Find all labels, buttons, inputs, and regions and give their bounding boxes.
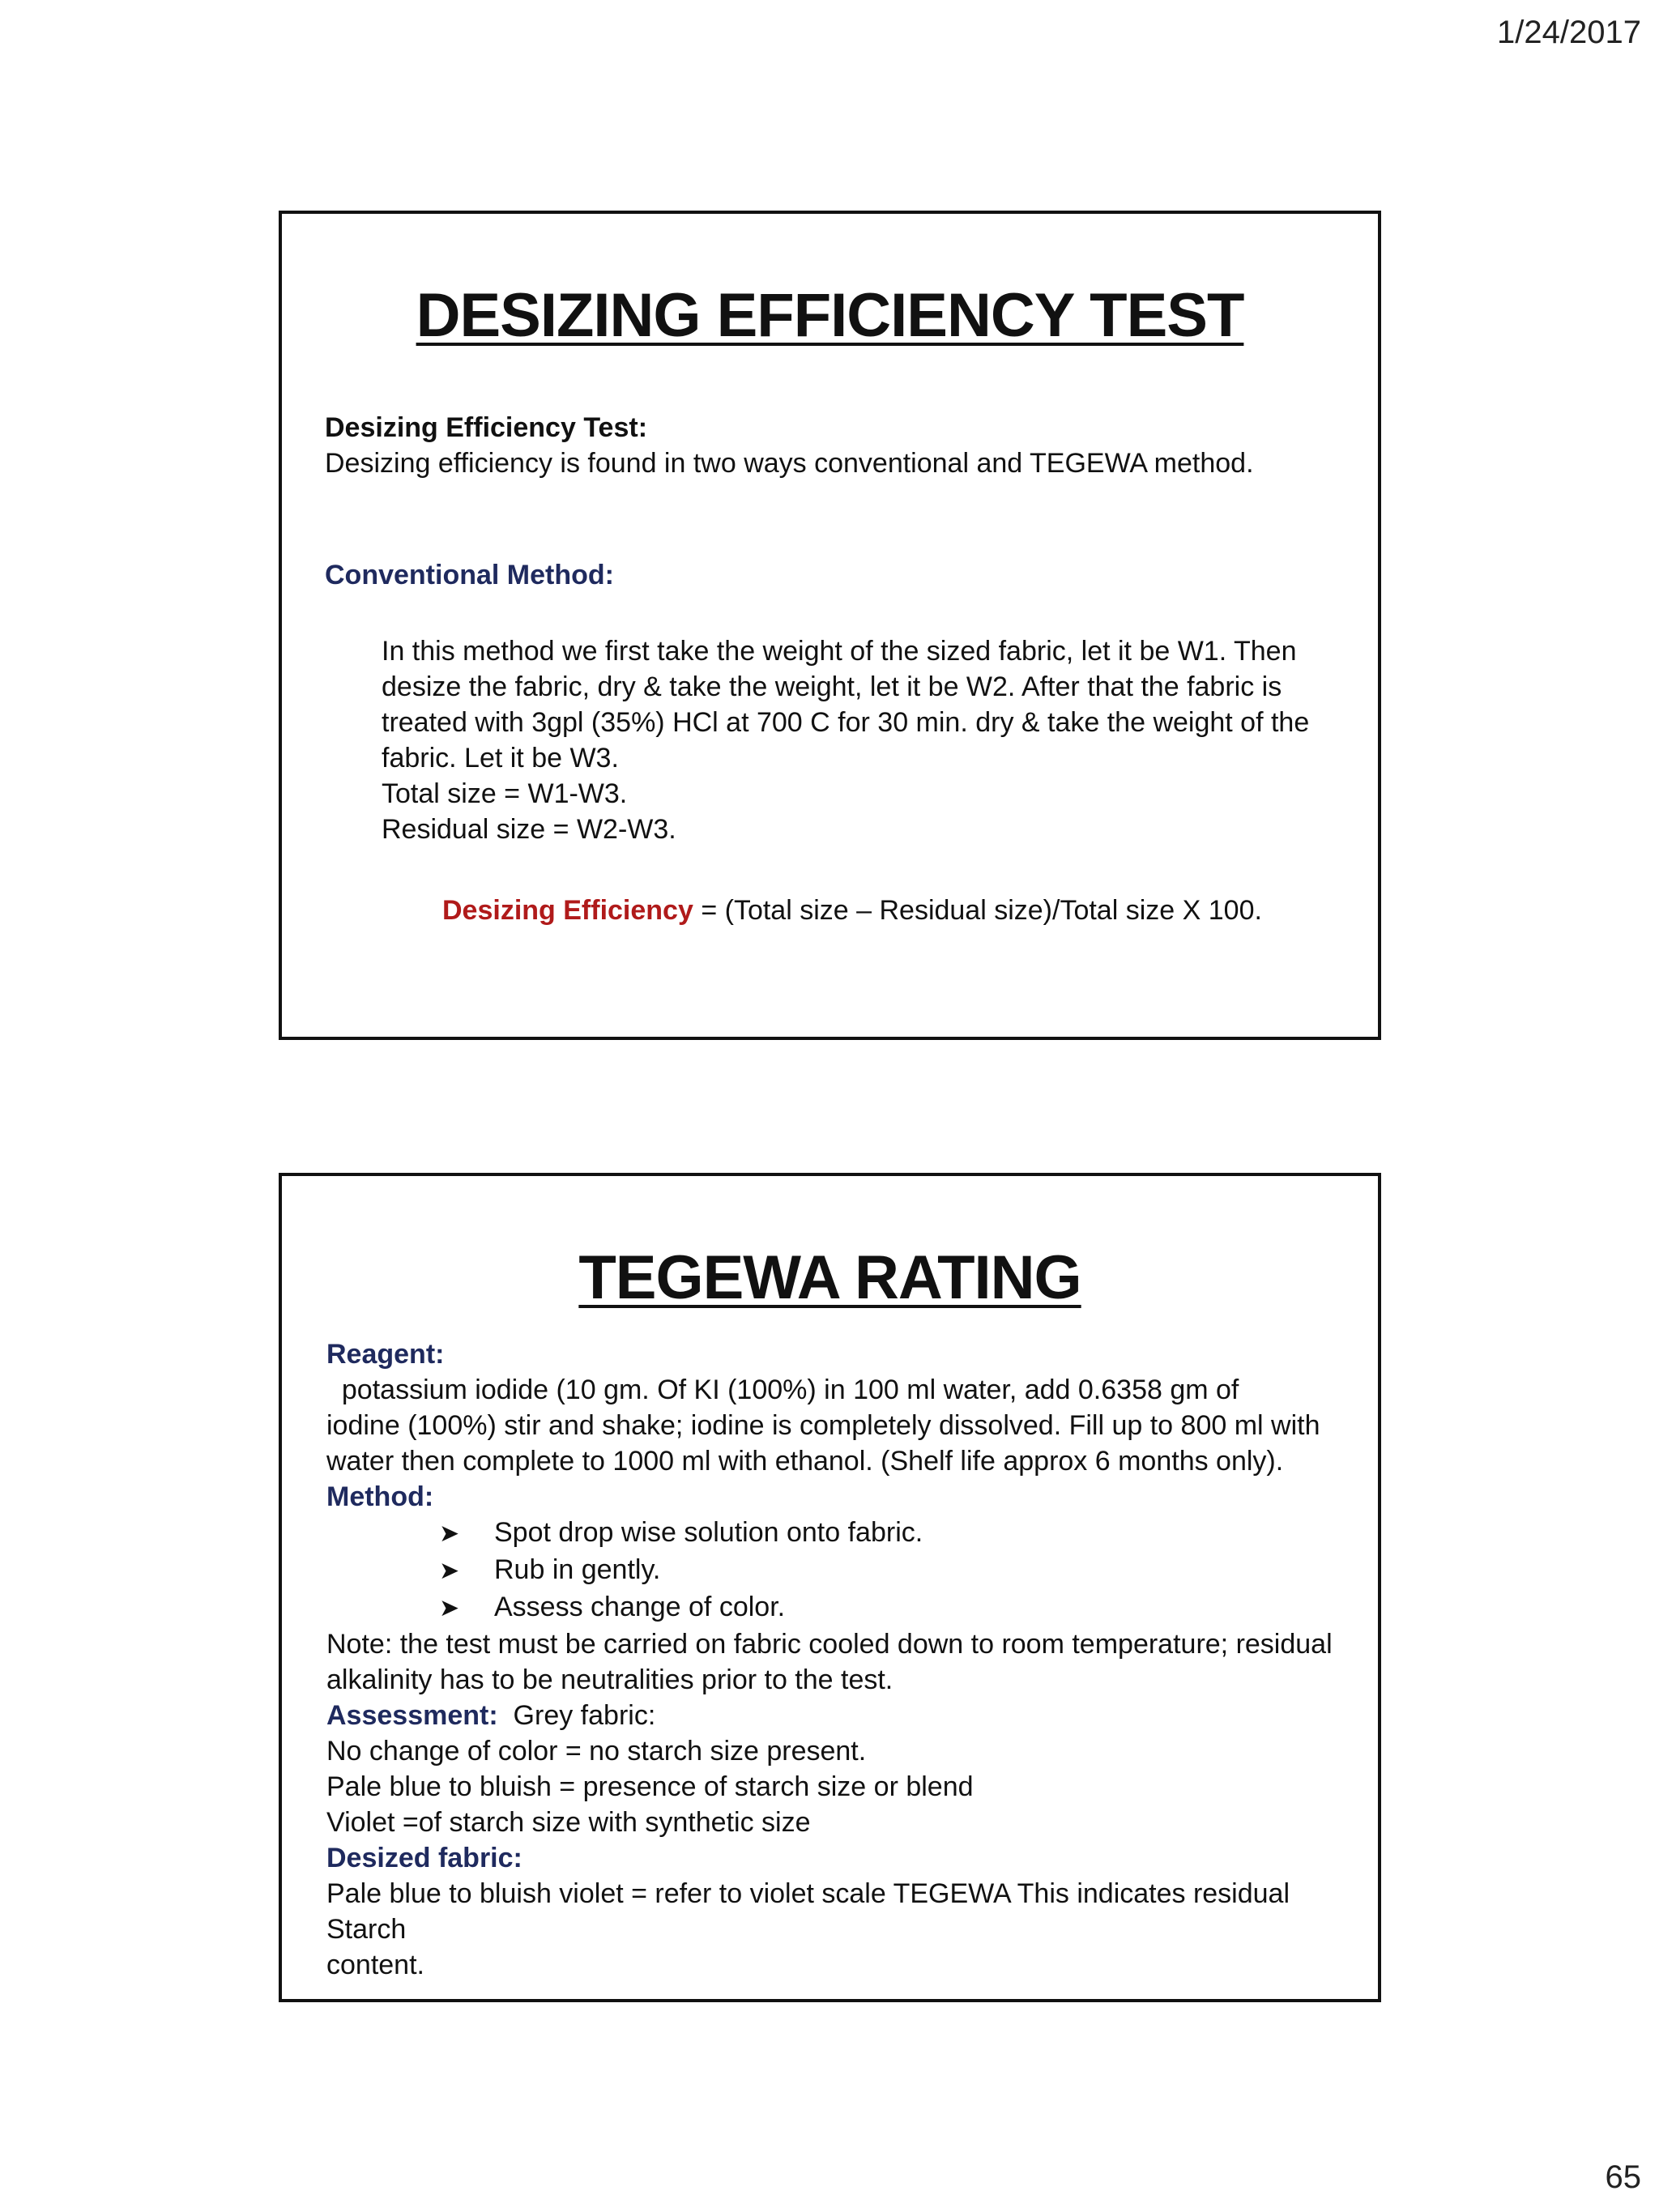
assessment-line xyxy=(326,1698,1355,1733)
assessment-text: Grey fabric: xyxy=(497,1700,656,1731)
formula-text: = (Total size – Residual size)/Total size X 100. xyxy=(693,895,1262,926)
assessment-label: Assessment: xyxy=(326,1700,498,1731)
list-item xyxy=(439,1552,1355,1589)
tegewa-content xyxy=(326,1336,1355,1983)
page-date: 1/24/2017 xyxy=(1497,15,1641,50)
total-size-line: Total size = W1-W3. xyxy=(382,778,628,809)
arrow-bullet-icon: ➤ xyxy=(439,1520,460,1547)
method-label: Method: xyxy=(326,1481,434,1512)
arrow-bullet-icon: ➤ xyxy=(439,1558,460,1584)
assessment-item: No change of color = no starch size present. xyxy=(326,1736,867,1767)
page-number: 65 xyxy=(1605,2159,1641,2195)
bullet-text: Assess change of color. xyxy=(494,1592,786,1622)
reagent-line: iodine (100%) stir and shake; iodine is completely dissolved. Fill up to 800 ml with xyxy=(326,1410,1320,1441)
intro-heading: Desizing Efficiency Test: xyxy=(325,412,648,443)
conventional-method-text xyxy=(382,633,1346,847)
method-line: desize the fabric, dry & take the weight, let it be W2. After that the fabric is xyxy=(382,671,1282,702)
desized-fabric-label: Desized fabric: xyxy=(326,1843,522,1873)
method-line: treated with 3gpl (35%) HCl at 700 C for 30 min. dry & take the weight of the xyxy=(382,707,1310,738)
method-bullets xyxy=(439,1515,1355,1626)
list-item xyxy=(439,1589,1355,1626)
slide-tegewa-rating xyxy=(279,1173,1381,2002)
assessment-item: Violet =of starch size with synthetic size xyxy=(326,1807,811,1838)
formula-label: Desizing Efficiency xyxy=(442,895,693,926)
arrow-bullet-icon: ➤ xyxy=(439,1595,460,1622)
method-line: In this method we first take the weight of the sized fabric, let it be W1. Then xyxy=(382,636,1297,667)
reagent-line xyxy=(326,1336,1355,1408)
desized-line: content. xyxy=(326,1950,424,1980)
desized-line: Pale blue to bluish violet = refer to violet scale TEGEWA This indicates residual Starch xyxy=(326,1878,1290,1945)
desizing-efficiency-formula xyxy=(442,893,1333,928)
list-item xyxy=(439,1515,1355,1552)
method-line: fabric. Let it be W3. xyxy=(382,743,619,774)
bullet-text: Rub in gently. xyxy=(494,1554,661,1585)
slide-desizing-efficiency xyxy=(279,211,1381,1040)
slide-title: TEGEWA RATING xyxy=(578,1243,1081,1312)
reagent-line: water then complete to 1000 ml with ethanol. (Shelf life approx 6 months only). xyxy=(326,1446,1284,1477)
slide-title: DESIZING EFFICIENCY TEST xyxy=(416,281,1244,350)
intro-text: Desizing efficiency is found in two ways conventional and TEGEWA method. xyxy=(325,448,1254,479)
reagent-text: potassium iodide (10 gm. Of KI (100%) in 100 ml water, add 0.6358 gm of xyxy=(326,1375,1239,1405)
intro-block xyxy=(325,410,1346,481)
reagent-label: Reagent: xyxy=(326,1339,445,1370)
bullet-text: Spot drop wise solution onto fabric. xyxy=(494,1517,923,1548)
conventional-method-heading: Conventional Method: xyxy=(325,560,614,590)
note-line: alkalinity has to be neutralities prior to the test. xyxy=(326,1664,893,1695)
assessment-item: Pale blue to bluish = presence of starch size or blend xyxy=(326,1771,974,1802)
note-line: Note: the test must be carried on fabric cooled down to room temperature; residual xyxy=(326,1629,1333,1660)
residual-size-line: Residual size = W2-W3. xyxy=(382,814,676,845)
